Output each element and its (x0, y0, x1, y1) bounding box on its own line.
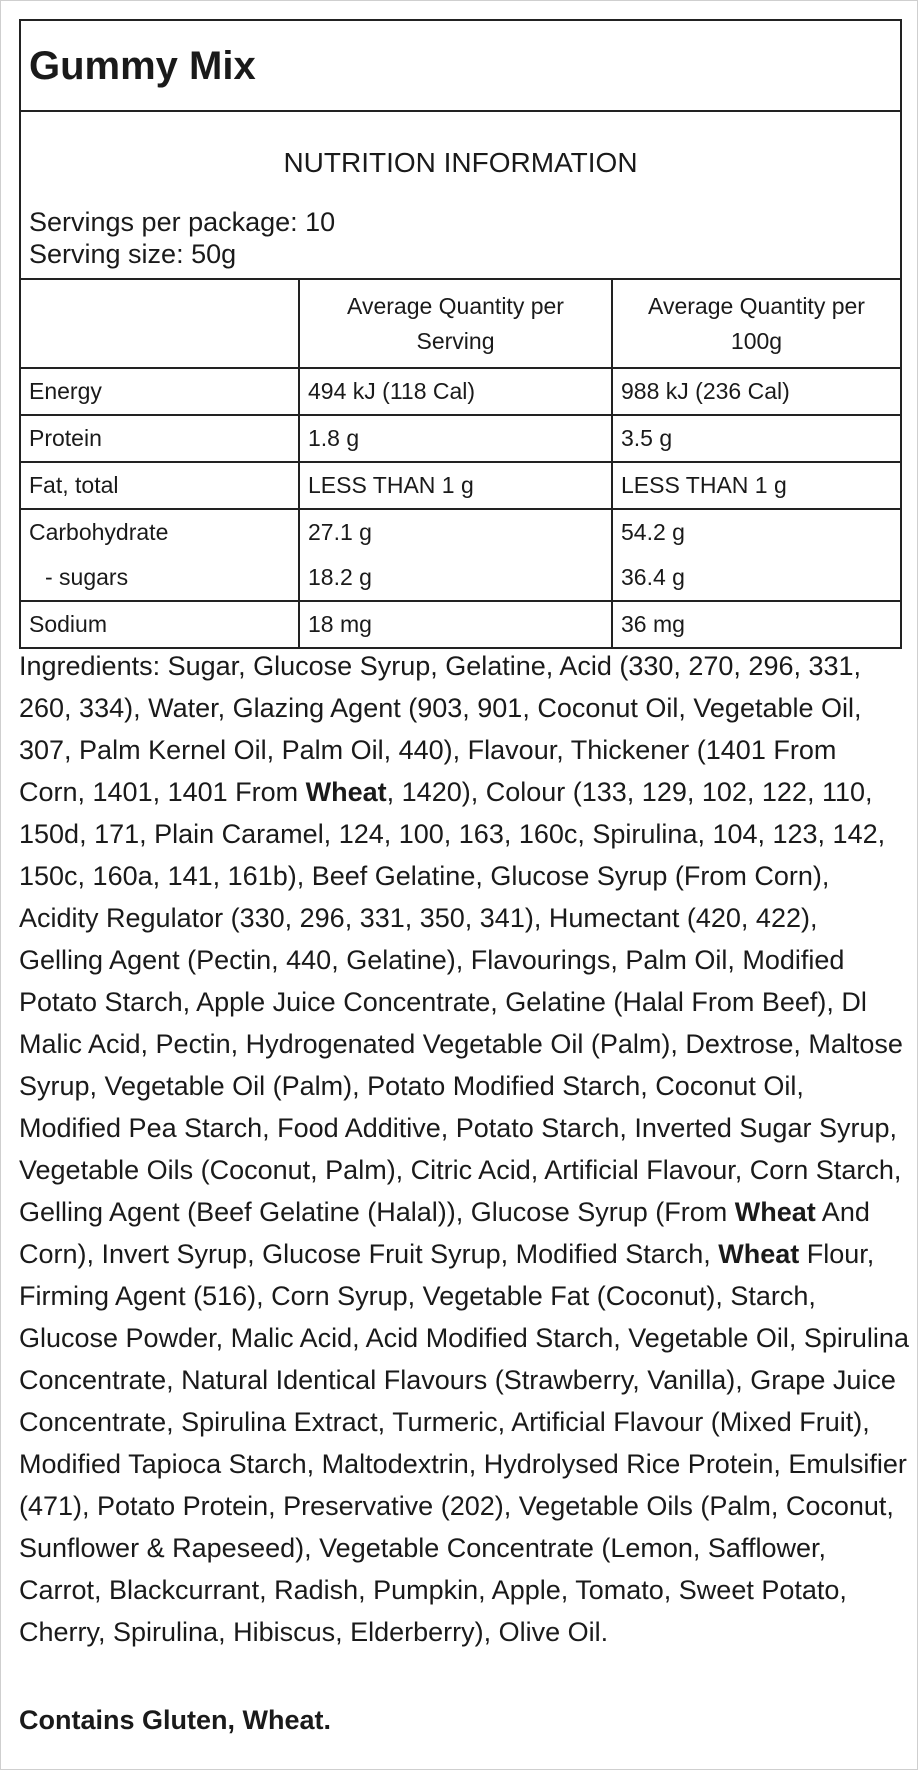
per-100g-value: 988 kJ (236 Cal) (612, 368, 900, 415)
row-label: Energy (21, 368, 299, 415)
column-header-per-serving: Average Quantity per Serving (299, 279, 612, 368)
allergen-highlight: Wheat (718, 1239, 800, 1269)
per-serving-value: 494 kJ (118 Cal) (299, 368, 612, 415)
ingredients-text: Flour, Firming Agent (516), Corn Syrup, Vegetable Fat (Coconut), Starch, Glucose Powder, Malic Acid, Acid Modified Starch, Vegetable Oil, Spirulina Concentrate, Natural Identical Flavours (Strawberry, Vanilla), Grape Juice Concentrate, Spirulina Extract, Turmeric, Artificial Flavour (Mixed Fruit), Modified Tapioca Starch, Maltodextrin, Hydrolysed Rice Protein, Emulsifier (471), Potato Protein, Preservative (202), Vegetable Oils (Palm, Coconut, Sunflower & Rapeseed), Vegetable Concentrate (Lemon, Safflower, Carrot, Blackcurrant, Radish, Pumpkin, Apple, Tomato, Sweet Potato, Cherry, Spirulina, Hibiscus, Elderberry), Olive Oil. (19, 1239, 909, 1647)
per-100g-value: LESS THAN 1 g (612, 462, 900, 509)
per-100g-value: 36.4 g (621, 564, 685, 590)
nutrition-panel (19, 19, 902, 649)
serving-info (29, 206, 335, 270)
row-label: Protein (21, 415, 299, 462)
per-serving-value: LESS THAN 1 g (299, 462, 612, 509)
table-row (21, 368, 900, 415)
ingredients-text: And Corn), Invert Syrup, Glucose Fruit Syrup, Modified Starch, (19, 1197, 870, 1269)
nutrition-table (21, 278, 900, 647)
allergen-statement: Contains Gluten, Wheat. (19, 1705, 332, 1735)
per-serving-group (299, 509, 612, 601)
per-serving-value: 27.1 g (308, 519, 372, 545)
row-label: Sodium (21, 601, 299, 647)
ingredients-list (19, 645, 909, 1653)
ingredients-text: Ingredients: Sugar, Glucose Syrup, Gelatine, Acid (330, 270, 296, 331, 260, 334), Water, Glazing Agent (903, 901, Coconut Oil, Vegetable Oil, 307, Palm Kernel Oil, Palm Oil, 440), Flavour, Thickener (1401 From Corn, 1401, 1401 From (19, 651, 862, 807)
per-100g-value: 36 mg (612, 601, 900, 647)
product-title: Gummy Mix (21, 21, 900, 112)
per-serving-value: 1.8 g (299, 415, 612, 462)
per-100g-value: 3.5 g (612, 415, 900, 462)
nutrition-header (21, 112, 900, 278)
per-serving-value: 18 mg (299, 601, 612, 647)
per-serving-value: 18.2 g (308, 564, 372, 590)
servings-per-package: Servings per package: 10 (29, 207, 336, 237)
allergen-highlight: Wheat (305, 777, 387, 807)
row-label: Fat, total (21, 462, 299, 509)
table-row (21, 462, 900, 509)
nutrition-heading: NUTRITION INFORMATION (283, 147, 638, 178)
per-100g-group (612, 509, 900, 601)
column-header (21, 279, 299, 368)
ingredients-text: , 1420), Colour (133, 129, 102, 122, 110, 150d, 171, Plain Caramel, 124, 100, 163, 160c, Spirulina, 104, 123, 142, 150c, 160a, 141, 161b), Beef Gelatine, Glucose Syrup (From Corn), Acidity Regulator (330, 296, 331, 350, 341), Humectant (420, 422), Gelling Agent (Pectin, 440, Gelatine), Flavourings, Palm Oil, Modified Potato Starch, Apple Juice Concentrate, Gelatine (Halal From Beef), Dl Malic Acid, Pectin, Hydrogenated Vegetable Oil (Palm), Dextrose, Maltose Syrup, Vegetable Oil (Palm), Potato Modified Starch, Coconut Oil, Modified Pea Starch, Food Additive, Potato Starch, Inverted Sugar Syrup, Vegetable Oils (Coconut, Palm), Citric Acid, Artificial Flavour, Corn Starch, Gelling Agent (Beef Gelatine (Halal)), Glucose Syrup (From (19, 777, 903, 1227)
allergen-highlight: Wheat (734, 1197, 816, 1227)
table-row (21, 601, 900, 647)
column-header-per-100g: Average Quantity per 100g (612, 279, 900, 368)
table-header-row (21, 279, 900, 368)
table-row (21, 415, 900, 462)
table-row (21, 509, 900, 601)
row-label-group (21, 509, 299, 601)
per-100g-value: 54.2 g (621, 519, 685, 545)
sub-row-label: - sugars (45, 564, 129, 590)
serving-size: Serving size: 50g (29, 239, 237, 269)
row-label: Carbohydrate (29, 519, 169, 545)
